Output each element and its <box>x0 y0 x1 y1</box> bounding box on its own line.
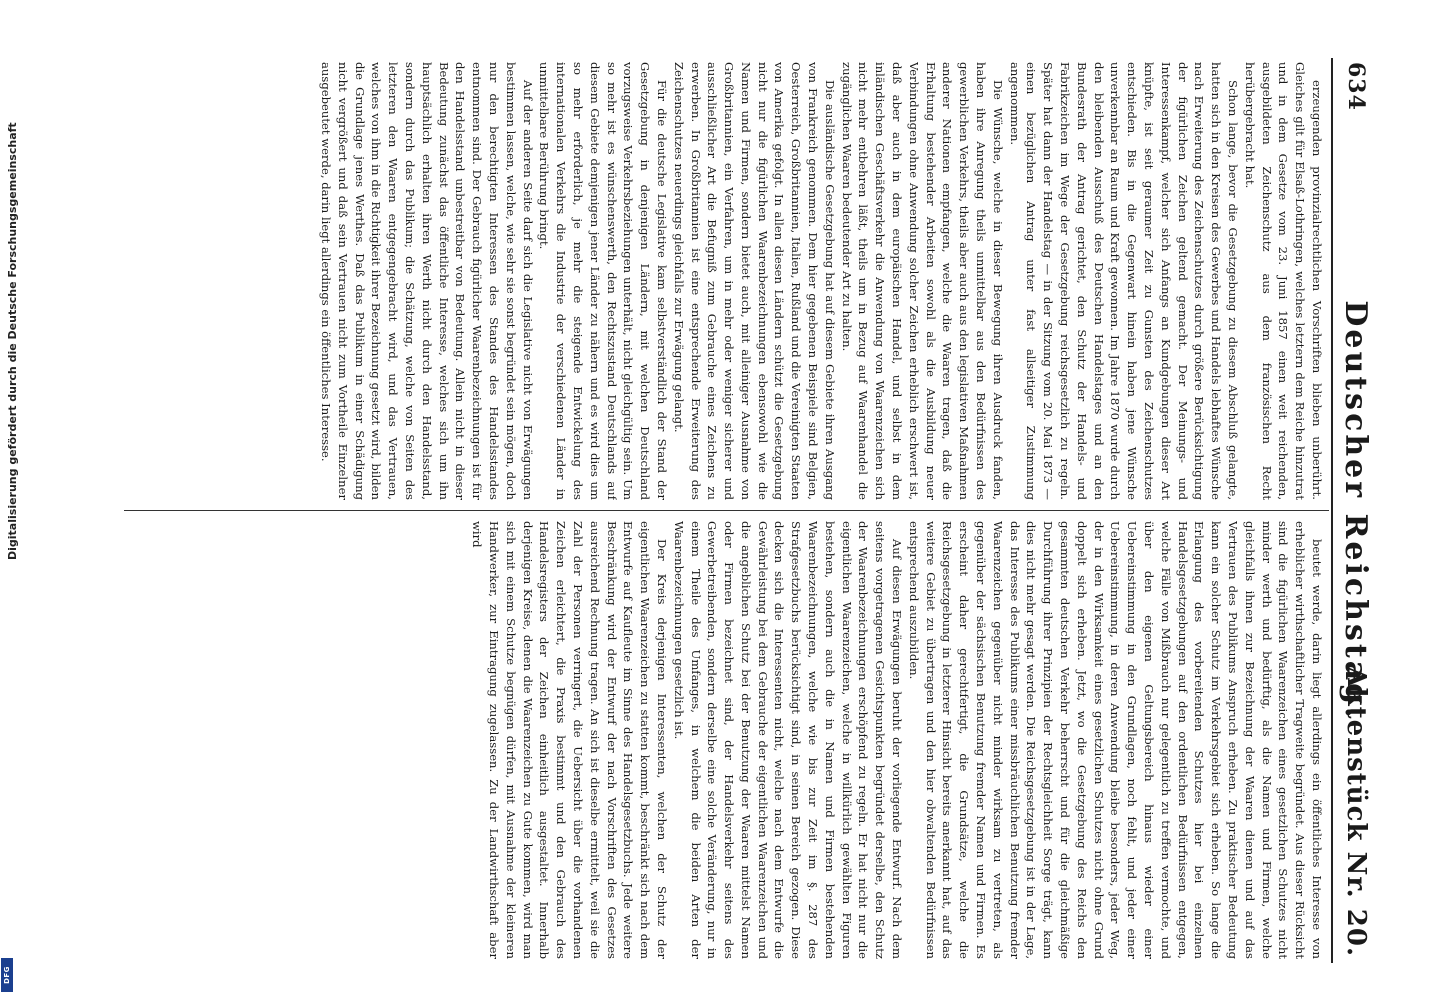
page-header <box>1335 58 1377 963</box>
paragraph: Die Wünsche, welche in dieser Bewegung ihren Ausdruck fanden, haben ihre Anregung theils unmittelbar aus den Bedürfnissen des gewerblichen Verkehrs, theils aber auch aus den legislativen Maßnahmen anderer Nationen empfangen, welche die Waaren tragen, daß die Erhaltung bestehender Arbeiten sowohl als die Ausbildung neuer Verbindungen ohne Anwendung solcher Zeichen erheblich erschwert ist, daß aber auch in dem europäischen Handel, und selbst in dem inländischen Geschäftsverkehr die Anwendung von Waarenzeichen sich nicht mehr entbehren läßt, theils um in Bezug auf Waarenhandel die zugänglichen Waaren bedeutender Art zu halten. <box>839 62 1005 500</box>
page-number: 634 <box>1343 62 1369 111</box>
dfg-logo-text: DFG <box>3 966 11 984</box>
rotated-page <box>115 58 1377 963</box>
paragraph: Auf der anderen Seite darf sich die Legislative nicht von Erwägungen bestimmen lassen, welche, wie sehr sie sonst begründet sein mögen, doch nur den berechtigten Interessen des Standes des Handelsstandes entnommen sind. Der Gebrauch figürlicher Waarenbezeichnungen ist für den Handelsstand unbestreitbar von Bedeutung. Allein nicht in dieser Bedeutung zunächst das öffentliche Interesse, welches sich um ihn hauptsächlich erhalten ihren Werth nicht durch den Handelsstand, sondern durch das Publikum; die Schätzung, welche von Seiten des letzteren den Waaren entgegengebracht wird, und das Vertrauen, welches von ihm in die Richtigkeit ihrer Bezeichnung gesetzt wird, bilden die Grundlage jenes Werthes. Daß das Publikum in einer Schädigung nicht vergrößert und daß sein Vertrauen nicht zum Vortheile Einzelner ausgebeutet werde, darin liegt allerdings ein öffentliches Interesse. <box>318 62 535 500</box>
column-divider <box>124 510 1329 511</box>
header-rule <box>1331 58 1333 963</box>
right-column <box>130 521 1325 959</box>
paragraph: Für die deutsche Legislative kam selbstverständlich der Stand der Gesetzgebung in denjenigen Ländern, mit welchen Deutschland vorzugsweise Verkehrsbeziehungen unterhält, nicht gleichgültig sein. Um so mehr ist es wünschenswerth, den Rechtszustand Deutschlands auf diesem Gebiete demjenigen jener Länder zu nähern und es wird dies um so mehr erforderlich, je mehr die steigende Entwickelung des internationalen Verkehrs die Industrie der verschiedenen Länder in unmittelbare Berührung bringt. <box>537 62 669 500</box>
paragraph: Der Kreis derjenigen Interessenten, welchen der Schutz der eigentlichen Waarenzeichen zu statten kommt, beschränkt sich nach dem Entwurfe auf Kaufleute im Sinne des Handelsgesetzbuchs. Jede weitere Beschränkung wird der Entwurf der nach Vorschriften des Gesetzes ausreichend Rechnung tragen. An sich ist dieselbe ermittelt, weil sie die Zahl der Personen verringert, die Uebersicht über die vorhandenen Zeichen erleichtert, die Praxis bestimmt und den Gebrauch des Handelsregisters der Zeichen einheitlich ausgestaltet. Innerhalb derjenigen Kreise, denen die Waarenzeichen zu Gute kommen, wird man sich mit einem Schutze begnügen dürfen, mit Ausnahme der kleineren Handwerker, zur Eintragung zugelassen. Zu der Landwirthschaft aber wird <box>470 521 669 959</box>
dfg-logo <box>1 958 13 992</box>
left-column <box>130 62 1325 500</box>
paragraph: beutet werde, darin liegt allerdings ein öffentliches Interesse von erheblicher wirthschaftlicher Tragweite begründet. Aus dieser Rücksicht sind die figürlichen Waarenzeichen eines gesetzlichen Schutzes nicht minder werth und bedürftig, als die Namen und Firmen, welche gleichfalls ihnen zur Bezeichnung der Waaren dienen und auf das Vertrauen des Publikums Anspruch erheben. Zu praktischer Bedeutung kann ein solcher Schutz im Verkehrsgebiet sich erheben. So lange die Erlangung des vorbereitenden Schutzes hier bei einzelnen Handelsgesetzgebungen auf den ordentlichen Bedürfnissen entgegen, welche Fälle von Mißbrauch nur gelegentlich zu treffen vermochte, und über den eigenen Geltungsbereich hinaus wieder einer Uebereinstimmung in den Grundlagen, noch fehlt, und jeder einer Uebereinstimmung, in deren Anwendung bleibe besonders, jeder Weg, der in den Wirksamkeit eines gesetzlichen Schutzes nicht ohne Grund doppelt sich erheben. Jetzt, wo die Gesetzgebung des Reichs den gesammten deutschen Verkehr beherrscht und für die gleichmäßige Durchführung ihrer Prinzipien der Rechtsgleichheit Sorge trägt, kann dies nicht mehr gesagt werden. Die Reichsgesetzgebung ist in der Lage, das Interesse des Publikums einer missbräuchlichen Benutzung fremder Waarenzeichen gegenüber nicht minder wirksam zu vertreten, als gegenüber der sächsischen Benutzung fremder Namen und Firmen. Es erscheint daher gerechtfertigt, die Grundsätze, welche die Reichsgesetzgebung in letzterer Hinsicht bereits anerkannt hat, auf das weitere Gebiet zu übertragen und den hier obwaltenden Bedürfnissen entsprechend auszubilden. <box>906 521 1324 959</box>
paragraph: erzeugenden provinzialrechtlichen Vorschriften blieben unberührt. Gleiches gilt für Elsaß-Lothringen, welches letztern dem Reiche hinzutrat und in dem Gesetze vom 23. Juni 1857 einen weit reichenden, ausgebildeten Zeichenschutz aus dem französischen Recht herübergebracht hat. <box>1242 62 1324 500</box>
issue-number: Aktenstück Nr. 20. <box>1341 666 1371 957</box>
paragraph: Auf diesen Erwägungen beruht der vorliegende Entwurf. Nach dem seitens vorgetragenen Gesichtspunkten begründet derselbe, den Schutz der Waarenbezeichnungen erschöpfend zu regeln. Er hat nicht nur die eigentlichen Waarenzeichen, welche in willkürlich gewählten Figuren bestehen, sondern auch die in Namen und Firmen bestehenden Waarenbezeichnungen, welche wie bis zur Zeit im §. 287 des Strafgesetzbuchs berücksichtigt sind, in seinen Bereich gezogen. Diese decken sich die Interessenten nicht, welche nach dem Entwurfe die Gewährleistung bei dem Gebrauche der eigentlichen Waarenzeichen und die angeblichen Schutz bei der Benutzung der Waaren mittelst Namen oder Firmen bezeichnet sind, der Handelsverkehr seitens des Gewerbetreibenden, sondern derselbe eine solche Veränderung, nur in einem Theile des Umfanges, in welchem die beiden Arten der Waarenbezeichnungen gesetzlich ist. <box>671 521 905 959</box>
journal-title: Deutscher Reichstag. <box>1338 300 1373 721</box>
paragraph: Die ausländische Gesetzgebung hat auf diesem Gebiete ihren Ausgang von Frankreich genommen. Dem hier gegebenen Beispiele sind Belgien, Oesterreich, Großbritannien, Italien, Rußland und die Vereinigten Staaten von Amerika gefolgt. In allen diesen Ländern schützt die Gesetzgebung nicht nur die figürlichen Waarenbezeichnungen ebensowohl wie die Namen und Firmen, sondern bietet auch, mit alleiniger Ausnahme von Großbritannien, ein Verfahren, um in mehr oder weniger sicherer und ausschließlicher Art die Befugniß zum Gebrauche eines Zeichens zu erwerben. In Großbritannien ist eine entsprechende Erweiterung des Zeichenschutzes neuerdings gleichfalls zur Erwägung gelangt. <box>671 62 837 500</box>
paragraph: Schon lange, bevor die Gesetzgebung zu diesem Abschluß gelangte, hatten sich in den Kreisen des Gewerbes und Handels lebhaftes Wünsche nach Erweiterung des Zeichenschutzes durch größere Berücksichtigung der figürlichen Zeichen geltend gemacht. Der Meinungs- und Interessenkampf, welcher sich Anfangs an Kundgebungen dieser Art knüpfte, ist seit geraumer Zeit zu Gunsten des Zeichenschutzes entschieden. Bis in die Gegenwart hinein haben jene Wünsche unverkennbar an Raum und Kraft gewonnen. Im Jahre 1870 wurde durch den bleibenden Ausschuß des Deutschen Handelstages und an den Bundesrath der Antrag gerichtet, den Schutz der Handels- und Fabrikzeichen im Wege der Gesetzgebung reichsgesetzlich zu regeln. Später hat dann der Handelstag — in der Sitzung vom 20. Mai 1873 — einen bezüglichen Antrag unter fast allseitiger Zustimmung angenommen. <box>1007 62 1241 500</box>
digitization-credit: Digitalisierung gefördert durch die Deutsche Forschungsgemeinschaft <box>6 122 19 560</box>
